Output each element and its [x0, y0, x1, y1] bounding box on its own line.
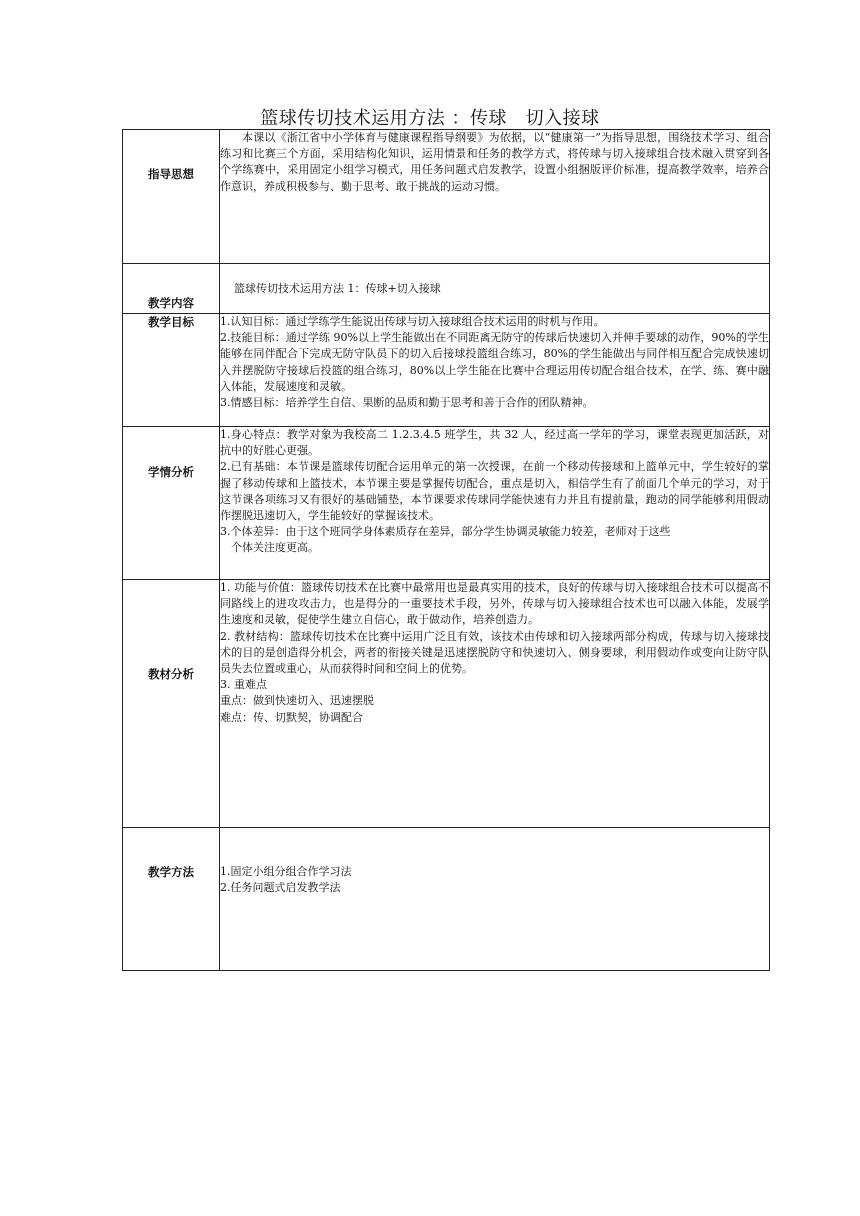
content-paragraph: 重点：做到快速切入、迅速摆脱	[220, 694, 374, 708]
content-paragraph: 1.固定小组分组合作学习法	[220, 865, 352, 878]
content-paragraph: 个体关注度更高。	[231, 541, 319, 555]
content-paragraph: 3.个体差异：由于这个班同学身体素质存在差异，部分学生协调灵敏能力较差，老师对于这些	[220, 525, 671, 539]
row-label: 教材分析	[123, 580, 220, 828]
content-paragraph: 2.任务问题式启发教学法	[220, 881, 341, 895]
content-paragraph: 2. 教材结构：篮球传切技术在比赛中运用广泛且有效，该技术由传球和切入接球两部分构成，传球与切入接球技术的目的是创造得分机会，两者的衔接关键是迅速摆脱防守和快速切入、侧身要球，利用假动作或变向让防守队员失去位置或重心，从而获得时间和空间上的优势。	[220, 629, 769, 676]
row-content	[220, 828, 770, 971]
row-label: 教学方法	[123, 828, 220, 971]
row-content	[220, 580, 770, 828]
row-label: 教学内容	[123, 264, 220, 314]
content-paragraph: 2.技能目标：通过学练 90%以上学生能做出在不同距离无防守的传球后快速切入并伸手要球的动作，90%的学生能够在同伴配合下完成无防守队员下的切入后接球投篮组合练习，80%的学生能做出与同伴相互配合完成快速切入并摆脱防守接球后投篮的组合练习，80%以上学生能在比赛中合理运用传切配合组合技术，在学、练、赛中融入体能，发展速度和灵敏。	[220, 331, 769, 393]
row-label: 指导思想	[123, 130, 220, 264]
row-label: 学情分析	[123, 427, 220, 580]
lesson-plan-table	[122, 129, 770, 971]
content-paragraph: 难点：传、切默契，协调配合	[220, 710, 363, 724]
table-row-material-analysis	[123, 580, 770, 828]
table-row-guiding-ideology	[123, 130, 770, 264]
table-row-teaching-objectives	[123, 314, 770, 427]
row-label: 教学目标	[123, 314, 220, 427]
row-content	[220, 314, 770, 427]
content-paragraph: 1.认知目标：通过学练学生能说出传球与切入接球组合技术运用的时机与作用。	[220, 315, 605, 328]
row-content	[220, 264, 770, 314]
table-row-teaching-content	[123, 264, 770, 314]
content-paragraph: 本课以《浙江省中小学体育与健康课程指导纲要》为依据，以“健康第一”为指导思想，围绕技术学习、组合练习和比赛三个方面，采用结构化知识，运用情景和任务的教学方式，将传球与切入接球组合技术融入贯穿到各个学练赛中，采用固定小组学习模式，用任务问题式启发教学，设置小组捆版评价标准，提高教学效率，培养合作意识，养成积极参与、勤于思考、敢于挑战的运动习惯。	[220, 131, 769, 193]
content-paragraph: 1. 功能与价值：篮球传切技术在比赛中最常用也是最真实用的技术，良好的传球与切入接球组合技术可以提高不同路线上的进攻攻击力，也是得分的一重要技术手段，另外，传球与切入接球组合技术也可以融入体能，发展学生速度和灵敏，促使学生建立自信心，敢于做动作，培养创造力。	[220, 581, 769, 627]
row-content	[220, 427, 770, 580]
row-content	[220, 130, 770, 264]
content-paragraph: 篮球传切技术运用方法 1：传球+切入接球	[234, 282, 441, 295]
content-paragraph: 1.身心特点：教学对象为我校高二 1.2.3.4.5 班学生，共 32 人，经过高一学年的学习，课堂表现更加活跃，对抗中的好胜心更强。	[220, 428, 769, 458]
page-title: 篮球传切技术运用方法 ：传球 切入接球	[260, 108, 600, 129]
table-row-teaching-methods	[123, 828, 770, 971]
table-row-learner-analysis	[123, 427, 770, 580]
content-paragraph: 3.情感目标：培养学生自信、果断的品质和勤于思考和善于合作的团队精神。	[220, 396, 594, 410]
content-paragraph: 2.已有基础：本节课是篮球传切配合运用单元的第一次授课，在前一个移动传接球和上篮单元中，学生较好的掌握了移动传球和上篮技术，本节课主要是掌握传切配合，重点是切入，相信学生有了前面几个单元的学习，对于这节课各项练习又有很好的基础铺垫，本节课要求传球同学能快速有力并且有提前量，跑动的同学能够利用假动作摆脱迅速切入，学生能较好的掌握该技术。	[220, 460, 769, 523]
content-paragraph: 3. 重难点	[220, 678, 267, 692]
